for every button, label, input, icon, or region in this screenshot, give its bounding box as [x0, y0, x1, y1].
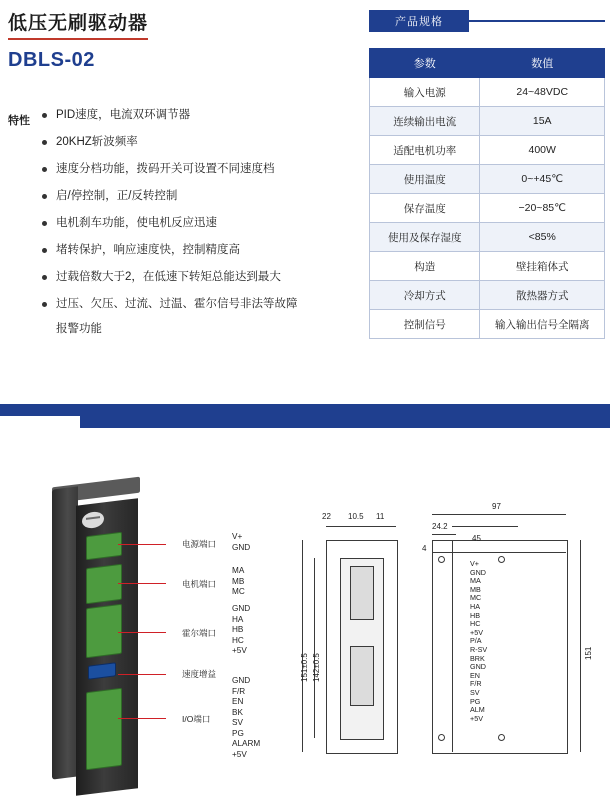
- list-item: [42, 297, 359, 337]
- cell-key: 输入电源: [370, 78, 480, 107]
- group-label-speed-gain: 速度增益: [182, 669, 217, 679]
- hall-connector: [86, 604, 122, 658]
- pin-label: EN: [232, 697, 244, 706]
- section-divider-band: [0, 404, 610, 428]
- dimension-drawing: [280, 468, 605, 788]
- bullet-icon: [42, 302, 47, 307]
- dimension-10_5: 10.5: [348, 512, 364, 521]
- bullet-icon: [42, 248, 47, 253]
- table-row: [370, 78, 605, 107]
- pin-label: F/R: [470, 679, 482, 689]
- pin-label: HC: [232, 635, 244, 645]
- side-view-edge: [452, 540, 453, 752]
- list-item: [42, 270, 359, 285]
- pin-label: PG: [470, 696, 481, 706]
- pin-label: EN: [470, 670, 480, 680]
- cell-value: 壁挂箱体式: [480, 252, 605, 281]
- cell-key: 连续输出电流: [370, 107, 480, 136]
- feature-text: 过压、欠压、过流、过温、霍尔信号非法等故障: [56, 298, 298, 310]
- list-item: [42, 135, 359, 150]
- pin-label: R-SV: [470, 644, 488, 654]
- table-row: [370, 223, 605, 252]
- cell-key: 保存温度: [370, 194, 480, 223]
- dimension-11: 11: [376, 512, 385, 521]
- pin-label: +5V: [470, 713, 483, 723]
- cell-key: 构造: [370, 252, 480, 281]
- pin-label: V+: [232, 532, 243, 541]
- spec-table: [369, 48, 605, 339]
- model-number: DBLS-02: [8, 49, 95, 71]
- pin-label: +5V: [232, 646, 247, 655]
- column-header-param: 参数: [370, 49, 480, 78]
- pin-label: BK: [232, 707, 243, 717]
- column-header-value: 数值: [480, 49, 605, 78]
- pin-label: HB: [470, 610, 480, 620]
- leader-line: [118, 583, 166, 584]
- bullet-icon: [42, 113, 47, 118]
- spec-tab-header: 产品规格: [369, 10, 469, 32]
- mount-hole: [438, 734, 445, 741]
- pin-label: HA: [232, 614, 244, 624]
- cell-key: 控制信号: [370, 310, 480, 339]
- feature-text: 过载倍数大于2，在低速下转矩总能达到最大: [56, 271, 281, 283]
- pin-label: HC: [470, 619, 481, 629]
- list-item: [42, 216, 359, 231]
- feature-text: 电机刹车功能，使电机反应迅速: [56, 217, 217, 229]
- io-connector: [86, 688, 122, 770]
- features-label: 特性: [8, 115, 30, 127]
- cell-value: 15A: [480, 107, 605, 136]
- pin-label: P/A: [470, 636, 482, 646]
- pin-labels-hall: [232, 604, 250, 657]
- product-diagram-area: [0, 428, 610, 804]
- dimension-line-vertical: [580, 540, 581, 752]
- pin-label: MB: [470, 584, 481, 594]
- bullet-icon: [42, 140, 47, 145]
- title-block: [8, 8, 238, 72]
- connector-block-lower: [350, 646, 374, 706]
- mount-hole: [438, 556, 445, 563]
- feature-text: PID速度，电流双环调节器: [56, 109, 191, 121]
- pin-label: V+: [470, 559, 479, 568]
- cell-value: 24~48VDC: [480, 78, 605, 107]
- list-item: [42, 108, 359, 123]
- power-connector: [86, 532, 122, 560]
- feature-text: 20KHZ斩波频率: [56, 136, 138, 148]
- cell-value: 散热器方式: [480, 281, 605, 310]
- pin-label: GND: [232, 676, 251, 685]
- features-list: [4, 108, 359, 337]
- dimension-height-inner: 142±0.5: [312, 653, 321, 682]
- table-row: [370, 310, 605, 339]
- cell-value: −20~85℃: [480, 194, 605, 223]
- driver-heatsink: [52, 486, 78, 779]
- pin-label: ALM: [470, 705, 485, 715]
- group-label-power: 电源端口: [182, 539, 217, 549]
- table-row: [370, 136, 605, 165]
- pin-labels-power: [232, 532, 250, 553]
- cell-key: 冷却方式: [370, 281, 480, 310]
- leader-line: [118, 718, 166, 719]
- band-notch: [0, 416, 80, 428]
- dimension-line: [432, 514, 566, 515]
- pin-label: BRK: [470, 653, 485, 663]
- table-row: [370, 107, 605, 136]
- bullet-icon: [42, 194, 47, 199]
- table-row: [370, 252, 605, 281]
- dimension-line: [326, 526, 396, 527]
- mount-hole: [498, 734, 505, 741]
- pin-label: SV: [470, 687, 480, 697]
- pin-label: MA: [470, 576, 481, 586]
- dimension-24_2: 24.2: [432, 522, 448, 531]
- cell-value: 0~+45℃: [480, 165, 605, 194]
- table-row: [370, 194, 605, 223]
- table-header-row: [370, 49, 605, 78]
- group-label-hall: 霍尔端口: [182, 628, 217, 638]
- dimension-height-outer: 151±0.5: [300, 653, 309, 682]
- dimension-45: 45: [472, 534, 481, 543]
- table-row: [370, 281, 605, 310]
- bullet-icon: [42, 221, 47, 226]
- dimension-height-right: 151: [584, 646, 593, 660]
- table-row: [370, 165, 605, 194]
- pin-label: GND: [232, 542, 251, 552]
- pin-label: MC: [232, 587, 245, 596]
- feature-text: 速度分档功能，拨码开关可设置不同速度档: [56, 163, 275, 175]
- pin-label: +5V: [470, 627, 483, 637]
- list-item: [42, 162, 359, 177]
- list-item: [42, 243, 359, 258]
- pin-labels-motor: [232, 566, 245, 598]
- bullet-icon: [42, 167, 47, 172]
- pin-label: F/R: [232, 686, 246, 696]
- pin-label: GND: [470, 567, 486, 577]
- spec-tab-rule: [469, 20, 605, 22]
- dimension-22: 22: [322, 512, 331, 521]
- cell-value: <85%: [480, 223, 605, 252]
- pin-label: +5V: [232, 749, 247, 759]
- pin-label: SV: [232, 718, 243, 727]
- bullet-icon: [42, 275, 47, 280]
- dimension-line: [452, 526, 518, 527]
- leader-line: [118, 674, 166, 675]
- pin-label: MA: [232, 566, 245, 575]
- dimension-97: 97: [492, 502, 501, 511]
- leader-line: [118, 544, 166, 545]
- pin-label: GND: [232, 604, 251, 613]
- dimension-line: [432, 534, 456, 535]
- leader-line: [118, 632, 166, 633]
- pin-label: ALARM: [232, 739, 261, 748]
- dimension-line-vertical: [302, 540, 303, 752]
- cell-value: 输入输出信号全隔离: [480, 310, 605, 339]
- mount-hole: [498, 556, 505, 563]
- cell-key: 使用温度: [370, 165, 480, 194]
- pin-label: PG: [232, 728, 244, 738]
- group-label-io: I/O端口: [182, 714, 211, 724]
- features-section: [4, 108, 359, 349]
- feature-text: 堵转保护，响应速度快，控制精度高: [56, 244, 240, 256]
- cell-key: 使用及保存湿度: [370, 223, 480, 252]
- cell-key: 适配电机功率: [370, 136, 480, 165]
- feature-text-line2: 报警功能: [56, 323, 102, 335]
- cell-value: 400W: [480, 136, 605, 165]
- pin-label: MB: [232, 576, 245, 586]
- pin-label: HA: [470, 601, 480, 611]
- page-title: 低压无刷驱动器: [8, 8, 148, 40]
- terminal-pin-list: [470, 560, 487, 723]
- pin-labels-io: [232, 676, 260, 760]
- pin-label: MC: [470, 593, 482, 603]
- pin-label: GND: [470, 662, 486, 672]
- list-item: [42, 189, 359, 204]
- dimension-line-vertical: [314, 558, 315, 738]
- connector-block-upper: [350, 566, 374, 620]
- dimension-4: 4: [422, 544, 427, 553]
- group-label-motor: 电机端口: [182, 579, 217, 589]
- feature-text: 启/停控制，正/反转控制: [56, 190, 178, 202]
- motor-connector: [86, 564, 122, 604]
- pin-label: HB: [232, 625, 244, 634]
